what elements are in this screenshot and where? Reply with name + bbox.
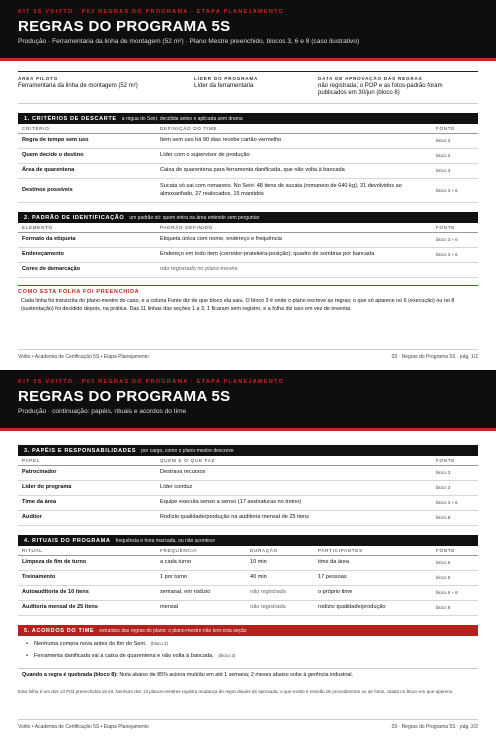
table-row	[18, 164, 478, 179]
row-label: Patrocinador	[18, 466, 156, 481]
row-label: Cores de demarcação	[18, 263, 156, 278]
section-title: 5. ACORDOS DO TIME	[24, 627, 95, 634]
row-duration: não registrada	[246, 601, 314, 616]
table-row	[18, 134, 478, 149]
kicker: KIT 5S VOITTO · P03 REGRAS DO PROGRAMA · ETAPA PLANEJAMENTO	[18, 379, 285, 385]
column-header: DEFINIÇÃO DO TIME	[156, 124, 432, 134]
section-title: 2. PADRÃO DE IDENTIFICAÇÃO	[24, 214, 125, 221]
row-label: Destinos possíveis	[18, 179, 156, 203]
row-source: bloco 3 + 6	[432, 496, 478, 511]
agreement-source: (bloco 3)	[218, 652, 236, 658]
row-source: bloco 3	[432, 164, 478, 179]
column-header: PARTICIPANTES	[314, 546, 432, 556]
meta-label: ÁREA PILOTO	[18, 76, 58, 81]
row-source	[432, 263, 478, 278]
table-row	[18, 511, 478, 526]
column-header: CRITÉRIO	[18, 124, 156, 134]
row-label: Formato da etiqueta	[18, 233, 156, 248]
section-title: 3. PAPÉIS E RESPONSABILIDADES	[24, 447, 137, 454]
row-label: Autoauditoria de 10 itens	[18, 586, 156, 601]
meta-strip	[18, 71, 478, 104]
table-row	[18, 556, 478, 571]
row-value: Líder com o supervisor de produção	[156, 149, 432, 164]
row-value: Caixa de quarentena para ferramenta danificada, que não volta à bancada	[156, 164, 432, 179]
column-header: FONTE	[432, 546, 478, 556]
row-label: Limpeza de fim de turno	[18, 556, 156, 571]
table-row	[18, 586, 478, 601]
table-header	[18, 124, 478, 134]
closing-note: Esta folha é um dos 13 P03 preenchidos do kit. Nenhum dos 13 planos-mestres registra mudança de regra depois de aprovada; o que existe é revisão de procedimento ou de fotos, citada no bloco em que aparece.	[18, 688, 454, 694]
meta-label: DATA DE APROVAÇÃO DAS REGRAS	[318, 76, 423, 81]
meta-area	[18, 76, 194, 98]
meta-value: não registrada; o POP e as fotos-padrão foram publicados em 30/jun (bloco 8)	[318, 82, 443, 97]
section-subtitle: a régua do Seiri, decidida antes e aplicada sem drama	[121, 115, 243, 122]
fill-notes-callout	[18, 285, 478, 314]
row-participants: rodízio qualidade/produção	[314, 601, 432, 616]
column-header: FONTE	[432, 124, 478, 134]
table-row	[18, 263, 478, 278]
page-title: REGRAS DO PROGRAMA 5S	[18, 18, 231, 35]
section-title: 4. RITUAIS DO PROGRAMA	[24, 537, 111, 544]
row-source: bloco 3 + 6	[432, 233, 478, 248]
row-value: Endereço em todo item (corredor-prateleira-posição); quadro de sombras por bancada	[156, 248, 432, 263]
footer-left: Voitto • Academia de Certificação 5S • Etapa Planejamento	[18, 354, 149, 360]
table-row	[18, 233, 478, 248]
section-header-roles	[18, 445, 478, 456]
kicker: KIT 5S VOITTO · P03 REGRAS DO PROGRAMA · ETAPA PLANEJAMENTO	[18, 9, 285, 15]
row-value: Líder conduz	[156, 481, 432, 496]
row-value: Equipe executa senso a senso (17 assinaturas no treino)	[156, 496, 432, 511]
bullet-icon: •	[26, 641, 28, 647]
identification-table	[18, 223, 478, 278]
page-footer	[18, 349, 478, 360]
row-label: Área de quarentena	[18, 164, 156, 179]
discard-table	[18, 124, 478, 203]
exception-text: Nota abaixo de 85% aciona mutirão em até 1 semana; 2 meses abaixo sobe à gerência industrial.	[119, 671, 354, 678]
row-label: Treinamento	[18, 571, 156, 586]
row-label: Auditoria mensal de 25 itens	[18, 601, 156, 616]
page-2	[0, 370, 496, 740]
row-source: bloco 3	[432, 134, 478, 149]
roles-table	[18, 456, 478, 526]
column-header: QUEM E O QUE FAZ	[156, 456, 432, 466]
row-participants: time da área	[314, 556, 432, 571]
section-subtitle: extraídos das regras do plano: o plano-mestre não tem esta seção	[99, 627, 247, 634]
meta-approval	[318, 76, 478, 98]
row-label: Time da área	[18, 496, 156, 511]
rituals-table	[18, 546, 478, 616]
row-frequency: mensal	[156, 601, 246, 616]
row-label: Endereçamento	[18, 248, 156, 263]
section-subtitle: frequência e hora marcada, ou não acontece	[115, 537, 216, 544]
agreements-list	[18, 636, 478, 668]
section-title: 1. CRITÉRIOS DE DESCARTE	[24, 115, 117, 122]
footer-right: 03 · Regras do Programa 5S · pág. 2/2	[391, 724, 478, 730]
bullet-icon: •	[26, 652, 28, 659]
agreement-text: Nenhuma compra nova antes do fim do Seiri.	[34, 641, 147, 647]
agreement-source: (bloco 3)	[150, 641, 168, 646]
row-value: Destrava recursos	[156, 466, 432, 481]
table-header	[18, 456, 478, 466]
meta-label: LÍDER DO PROGRAMA	[194, 76, 259, 81]
column-header: RITUAL	[18, 546, 156, 556]
table-header	[18, 223, 478, 233]
page-header	[0, 0, 496, 58]
column-header: PAPEL	[18, 456, 156, 466]
section-subtitle: por cargo, como o plano-mestre descreve	[141, 447, 234, 454]
section-header-discard	[18, 113, 478, 124]
row-frequency: 1 por turno	[156, 571, 246, 586]
column-header: ELEMENTO	[18, 223, 156, 233]
page-footer	[18, 719, 478, 730]
row-source: bloco 6	[432, 571, 478, 586]
column-header: FREQUÊNCIA	[156, 546, 246, 556]
meta-leader	[194, 76, 318, 98]
column-header: FONTE	[432, 223, 478, 233]
row-source: bloco 3	[432, 149, 478, 164]
row-label: Regra de tempo sem uso	[18, 134, 156, 149]
column-header: FONTE	[432, 456, 478, 466]
rule-exception	[18, 668, 478, 681]
section-header-identification	[18, 212, 478, 223]
meta-value: Ferramentaria da linha de montagem (52 m²)	[18, 82, 138, 89]
table-row	[18, 466, 478, 481]
page-subtitle: Produção · Ferramentaria da linha de montagem (52 m²) · Plano Mestre preenchido, blocos 3, 6 e 8 (caso ilustrativo)	[18, 38, 360, 45]
meta-value: Líder da ferramentaria	[194, 82, 254, 89]
callout-title: COMO ESTA FOLHA FOI PREENCHIDA	[18, 289, 140, 296]
row-value: Item sem uso há 90 dias recebe cartão vermelho	[156, 134, 432, 149]
row-duration: 10 min	[246, 556, 314, 571]
exception-label: Quando a regra é quebrada (bloco 8):	[22, 671, 118, 678]
row-duration: 40 min	[246, 571, 314, 586]
page-header	[0, 370, 496, 428]
table-row	[18, 496, 478, 511]
row-source: bloco 8	[432, 601, 478, 616]
row-value: Rodízio qualidade/produção na auditoria mensal de 25 itens	[156, 511, 432, 526]
section-header-rituals	[18, 535, 478, 546]
row-label: Auditor	[18, 511, 156, 526]
page-subtitle: Produção · continuação: papéis, rituais e acordos do time	[18, 408, 187, 415]
page-title: REGRAS DO PROGRAMA 5S	[18, 388, 231, 405]
row-participants: 17 pessoas	[314, 571, 432, 586]
table-row	[18, 179, 478, 203]
section-header-agreements	[18, 625, 478, 636]
footer-left: Voitto • Academia de Certificação 5S • Etapa Planejamento	[18, 724, 149, 730]
table-row	[18, 601, 478, 616]
row-source: bloco 8	[432, 511, 478, 526]
table-row	[18, 481, 478, 496]
row-value: Sucata só sai com romaneio. No Seiri: 48 itens de sucata (romaneio de 640 kg), 31 devolvidos ao almoxarifado, 27 realocados, 15 mantidos	[156, 179, 432, 203]
column-header: DURAÇÃO	[246, 546, 314, 556]
column-header: PADRÃO DEFINIDO	[156, 223, 432, 233]
row-duration: não registrada	[246, 586, 314, 601]
row-source: bloco 3 + 6	[432, 248, 478, 263]
agreement-text: Ferramenta danificada vai à caixa de quarentena e não volta à bancada.	[34, 652, 214, 659]
row-source: bloco 6	[432, 556, 478, 571]
section-subtitle: um padrão só: quem entra na área entende sem perguntar	[129, 214, 260, 221]
callout-body: Cada linha foi transcrita do plano-mestre do caso, e a coluna Fonte diz de que bloco ela saiu. O bloco 3 é onde o plano escreve as regras; o que só aparece no 6 (execução) ou no 8 (sustentação) foi decidido depois, na prática. Das 11 linhas das seções 1 a 3, 1 ficaram sem registro, e a folha diz isso em vez de inventar.	[21, 298, 455, 312]
row-source: bloco 3	[432, 466, 478, 481]
list-item	[26, 653, 470, 661]
footer-right: 03 · Regras do Programa 5S · pág. 1/2	[391, 354, 478, 360]
row-participants: o próprio time	[314, 586, 432, 601]
row-source: bloco 3 + 6	[432, 179, 478, 203]
row-label: Líder do programa	[18, 481, 156, 496]
table-header	[18, 546, 478, 556]
table-row	[18, 248, 478, 263]
row-label: Quem decide o destino	[18, 149, 156, 164]
row-value: não registrado no plano-mestre	[156, 263, 432, 278]
row-value: Etiqueta única com nome, endereço e frequência	[156, 233, 432, 248]
table-row	[18, 571, 478, 586]
row-frequency: a cada turno	[156, 556, 246, 571]
table-row	[18, 149, 478, 164]
list-item	[26, 641, 470, 649]
row-source: bloco 3	[432, 481, 478, 496]
row-frequency: semanal, em rodízio	[156, 586, 246, 601]
row-source: bloco 6 + 8	[432, 586, 478, 601]
